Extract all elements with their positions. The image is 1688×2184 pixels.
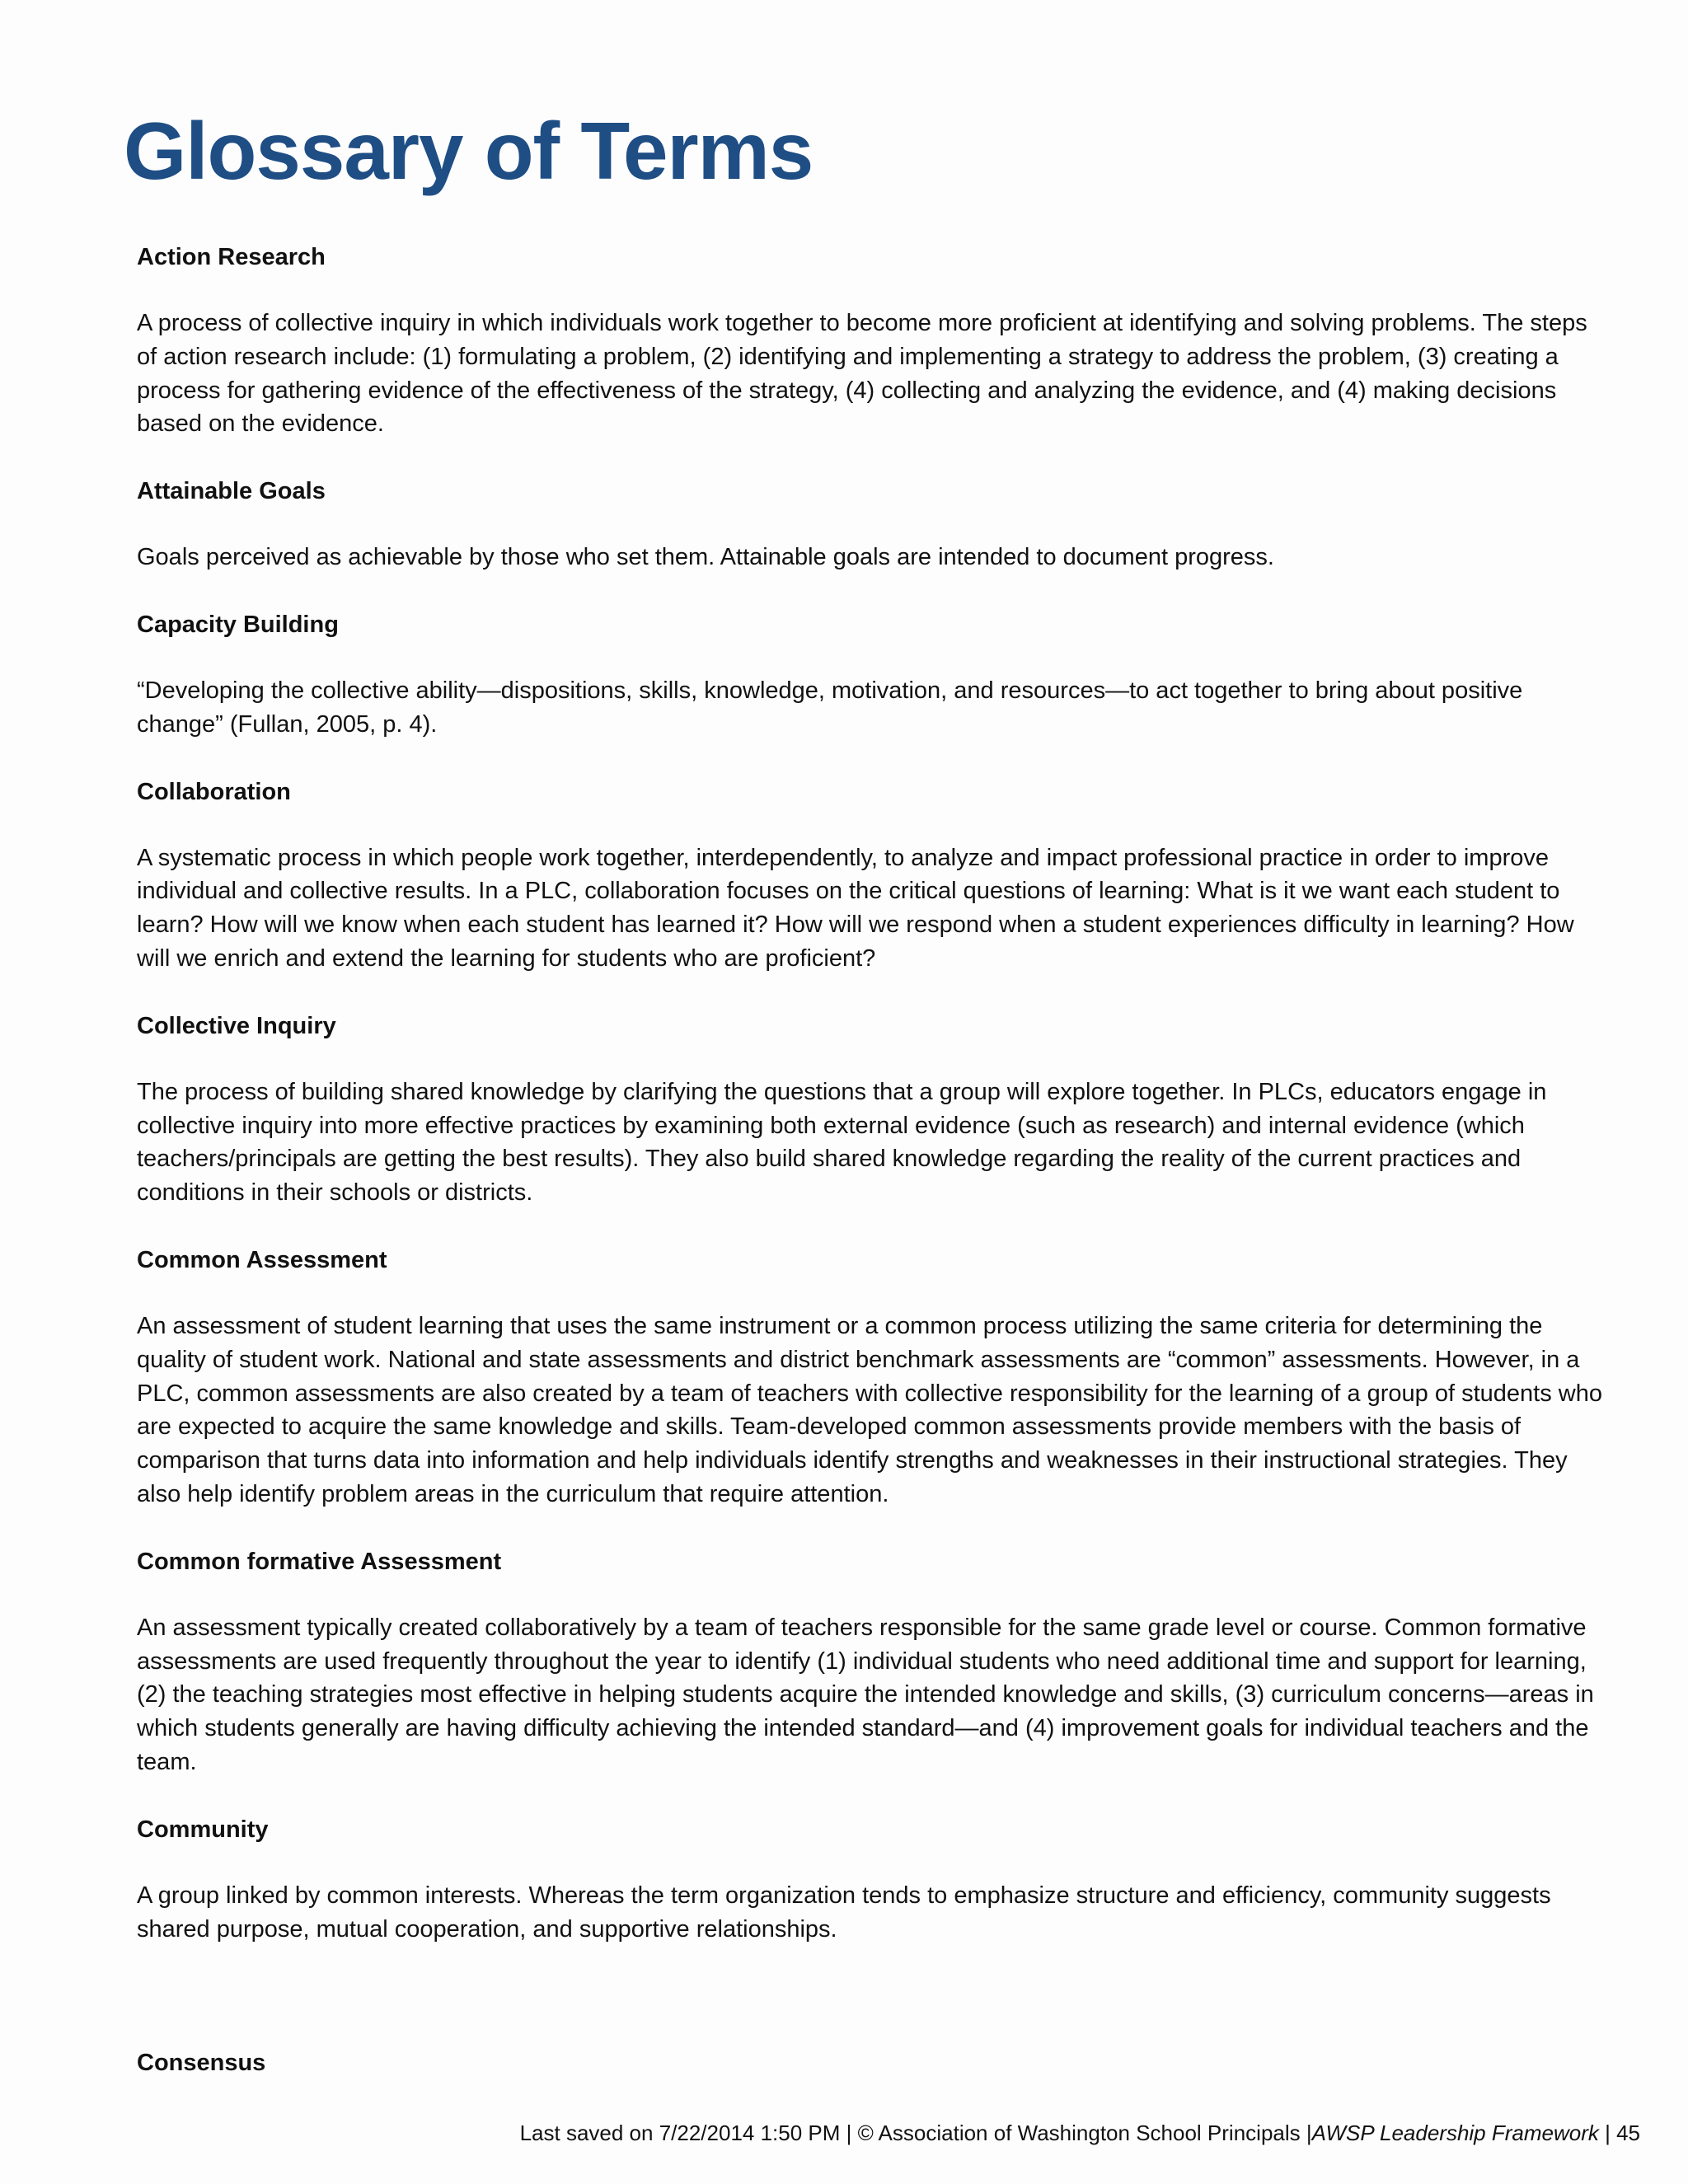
- page-title: Glossary of Terms: [124, 105, 814, 196]
- footer-page-number: 45: [1616, 2121, 1640, 2145]
- glossary-definition: An assessment typically created collaboratively by a team of teachers responsible for the same grade level or course. Common formative assessments are used frequently throughout the year to identify (1) individual students who need additional time and support for learning, (2) the teaching strategies most effective in helping students acquire the intended knowledge and skills, (3) curriculum concerns—areas in which students generally are having difficulty achieving the intended standard—and (4) improvement goals for individual teachers and the team.: [137, 1614, 1594, 1775]
- glossary-definition: The process of building shared knowledge by clarifying the questions that a group will explore together. In PLCs, educators engage in collective inquiry into more effective practices by examining both external evidence (such as research) and internal evidence (which teachers/principals are getting the best results). They also build shared knowledge regarding the reality of the current practices and conditions in their schools or districts.: [137, 1078, 1547, 1207]
- glossary-term-consensus: Consensus: [137, 2050, 266, 2077]
- glossary-list: [137, 241, 1612, 2112]
- glossary-term: Collective Inquiry: [137, 1012, 336, 1039]
- glossary-definition: A systematic process in which people work together, interdependently, to analyze and impact professional practice in order to improve individual and collective results. In a PLC, collaboration focuses on the critical questions of learning: What is it we want each student to learn? How will we know when each student has learned it? How will we respond when a student experiences difficulty in learning? How will we enrich and extend the learning for students who are proficient?: [137, 844, 1574, 972]
- glossary-definition: Goals perceived as achievable by those who set them. Attainable goals are intended to document progress.: [137, 544, 1274, 571]
- page-footer: [520, 2118, 1640, 2148]
- footer-separator: |: [1598, 2121, 1617, 2145]
- glossary-entry-collaboration: [137, 776, 1612, 976]
- glossary-term: Action Research: [137, 244, 326, 270]
- glossary-term: Collaboration: [137, 778, 291, 805]
- glossary-definition: A process of collective inquiry in which individuals work together to become more proficient at identifying and solving problems. The steps of action research include: (1) formulating a problem, (2) identifying and implementing a strategy to address the problem, (3) creating a process for gathering evidence of the effectiveness of the strategy, (4) collecting and analyzing the evidence, and (4) making decisions based on the evidence.: [137, 310, 1587, 438]
- glossary-definition: An assessment of student learning that uses the same instrument or a common process utilizing the same criteria for determining the quality of student work. National and state assessments and district benchmark assessments are “common” assessments. However, in a PLC, common assessments are also created by a team of teachers with collective responsibility for the learning of a group of students who are expected to acquire the same knowledge and skills. Team-developed common assessments provide members with the basis of comparison that turns data into information and help individuals identify strengths and weaknesses in their instructional strategies. They also help identify problem areas in the curriculum that require attention.: [137, 1312, 1602, 1507]
- glossary-term: Attainable Goals: [137, 478, 326, 505]
- glossary-entry-common-formative-assessment: [137, 1545, 1612, 1779]
- glossary-term: Common Assessment: [137, 1246, 387, 1273]
- footer-publication: AWSP Leadership Framework: [1311, 2121, 1599, 2145]
- glossary-term: Capacity Building: [137, 611, 339, 638]
- glossary-definition: “Developing the collective ability—dispositions, skills, knowledge, motivation, and resources—to act together to bring about positive change” (Fullan, 2005, p. 4).: [137, 677, 1523, 738]
- glossary-entry-collective-inquiry: [137, 1010, 1612, 1210]
- glossary-entry-common-assessment: [137, 1244, 1612, 1511]
- glossary-term: Common formative Assessment: [137, 1548, 502, 1575]
- glossary-entry-community: [137, 1813, 1612, 1947]
- glossary-entry-capacity-building: [137, 608, 1612, 742]
- glossary-definition: A group linked by common interests. Whereas the term organization tends to emphasize structure and efficiency, community suggests shared purpose, mutual cooperation, and supportive relationships.: [137, 1882, 1551, 1943]
- page-spacer: [137, 1980, 1612, 2046]
- footer-saved-text: Last saved on 7/22/2014 1:50 PM | © Association of Washington School Principals |: [519, 2121, 1312, 2145]
- glossary-term: Community: [137, 1816, 269, 1843]
- glossary-entry-attainable-goals: [137, 475, 1612, 574]
- glossary-entry-action-research: [137, 241, 1612, 441]
